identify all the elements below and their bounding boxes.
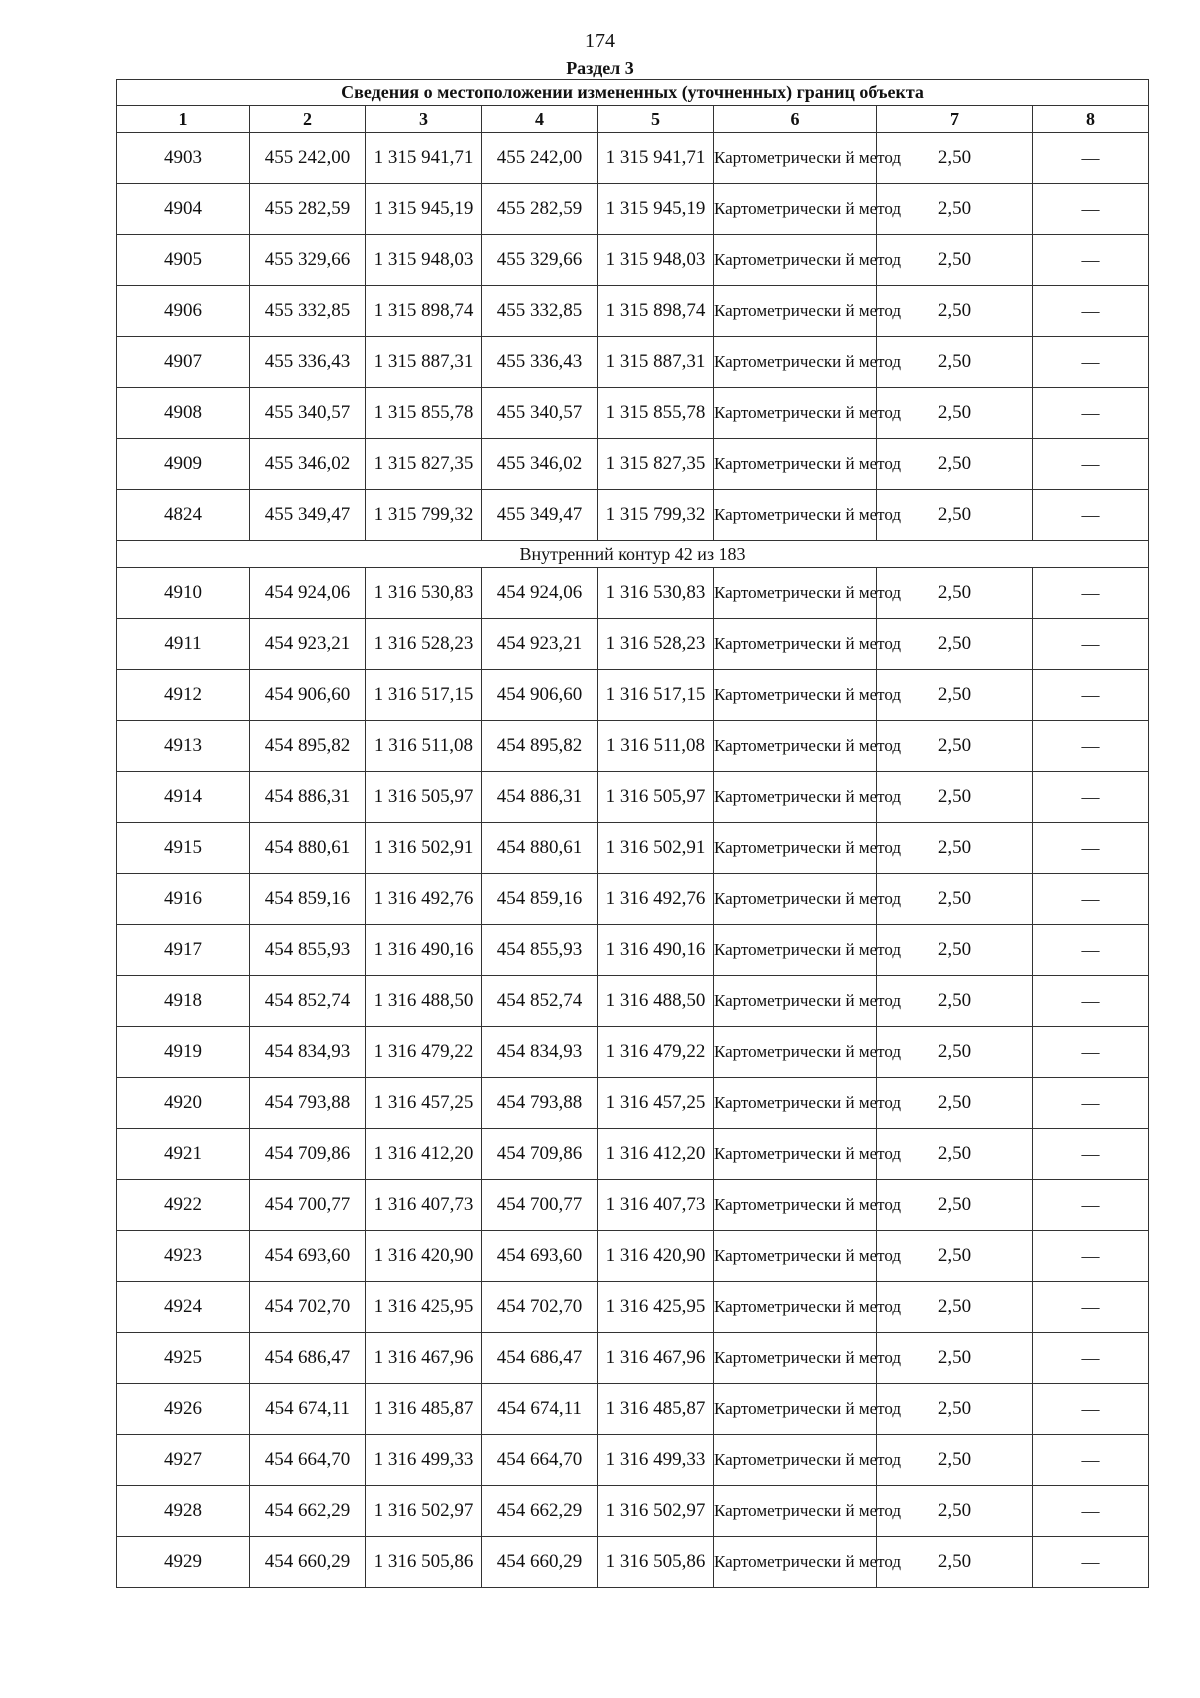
x-coordinate-cell: 455 349,47	[482, 490, 598, 541]
x-coordinate-cell: 454 686,47	[250, 1333, 366, 1384]
accuracy-cell: 2,50	[877, 184, 1033, 235]
point-number-cell: 4928	[117, 1486, 250, 1537]
table-row	[117, 337, 1149, 388]
accuracy-cell: 2,50	[877, 388, 1033, 439]
contour-label-row	[117, 541, 1149, 568]
method-cell: Картометрически й метод	[714, 1435, 877, 1486]
y-coordinate-cell: 1 316 517,15	[598, 670, 714, 721]
column-header: 1	[117, 106, 250, 133]
table-body	[117, 133, 1149, 1588]
column-header: 4	[482, 106, 598, 133]
method-cell: Картометрически й метод	[714, 337, 877, 388]
y-coordinate-cell: 1 315 887,31	[598, 337, 714, 388]
y-coordinate-cell: 1 316 420,90	[598, 1231, 714, 1282]
table-row	[117, 874, 1149, 925]
y-coordinate-cell: 1 315 948,03	[366, 235, 482, 286]
table-row	[117, 823, 1149, 874]
method-cell: Картометрически й метод	[714, 133, 877, 184]
table-row	[117, 670, 1149, 721]
table-row	[117, 1231, 1149, 1282]
y-coordinate-cell: 1 316 502,91	[598, 823, 714, 874]
x-coordinate-cell: 454 895,82	[250, 721, 366, 772]
table-row	[117, 490, 1149, 541]
x-coordinate-cell: 454 793,88	[482, 1078, 598, 1129]
point-number-cell: 4912	[117, 670, 250, 721]
y-coordinate-cell: 1 316 488,50	[366, 976, 482, 1027]
section-title: Раздел 3	[566, 58, 634, 78]
point-number-cell: 4926	[117, 1384, 250, 1435]
y-coordinate-cell: 1 316 485,87	[366, 1384, 482, 1435]
method-cell: Картометрически й метод	[714, 925, 877, 976]
table-caption-row	[117, 80, 1149, 106]
description-cell: —	[1033, 568, 1149, 619]
point-number-cell: 4911	[117, 619, 250, 670]
y-coordinate-cell: 1 315 941,71	[598, 133, 714, 184]
table-row	[117, 286, 1149, 337]
x-coordinate-cell: 455 329,66	[482, 235, 598, 286]
method-cell: Картометрически й метод	[714, 1231, 877, 1282]
y-coordinate-cell: 1 315 898,74	[366, 286, 482, 337]
y-coordinate-cell: 1 316 502,97	[366, 1486, 482, 1537]
description-cell: —	[1033, 1231, 1149, 1282]
x-coordinate-cell: 454 686,47	[482, 1333, 598, 1384]
x-coordinate-cell: 454 693,60	[482, 1231, 598, 1282]
y-coordinate-cell: 1 315 945,19	[598, 184, 714, 235]
y-coordinate-cell: 1 315 945,19	[366, 184, 482, 235]
description-cell: —	[1033, 1435, 1149, 1486]
x-coordinate-cell: 455 282,59	[482, 184, 598, 235]
x-coordinate-cell: 455 332,85	[482, 286, 598, 337]
table-row	[117, 439, 1149, 490]
method-cell: Картометрически й метод	[714, 1486, 877, 1537]
accuracy-cell: 2,50	[877, 1537, 1033, 1588]
x-coordinate-cell: 455 329,66	[250, 235, 366, 286]
method-cell: Картометрически й метод	[714, 388, 877, 439]
point-number-cell: 4913	[117, 721, 250, 772]
accuracy-cell: 2,50	[877, 490, 1033, 541]
accuracy-cell: 2,50	[877, 235, 1033, 286]
y-coordinate-cell: 1 316 425,95	[366, 1282, 482, 1333]
y-coordinate-cell: 1 316 425,95	[598, 1282, 714, 1333]
method-cell: Картометрически й метод	[714, 874, 877, 925]
method-cell: Картометрически й метод	[714, 670, 877, 721]
x-coordinate-cell: 454 852,74	[482, 976, 598, 1027]
x-coordinate-cell: 455 242,00	[250, 133, 366, 184]
y-coordinate-cell: 1 316 420,90	[366, 1231, 482, 1282]
accuracy-cell: 2,50	[877, 286, 1033, 337]
x-coordinate-cell: 454 700,77	[250, 1180, 366, 1231]
method-cell: Картометрически й метод	[714, 1129, 877, 1180]
method-cell: Картометрически й метод	[714, 1282, 877, 1333]
table-row	[117, 721, 1149, 772]
description-cell: —	[1033, 772, 1149, 823]
description-cell: —	[1033, 1027, 1149, 1078]
boundary-coordinates-table	[116, 79, 1149, 1588]
y-coordinate-cell: 1 316 530,83	[598, 568, 714, 619]
x-coordinate-cell: 454 895,82	[482, 721, 598, 772]
method-cell: Картометрически й метод	[714, 1027, 877, 1078]
table-row	[117, 184, 1149, 235]
x-coordinate-cell: 454 793,88	[250, 1078, 366, 1129]
contour-label: Внутренний контур 42 из 183	[117, 541, 1149, 568]
x-coordinate-cell: 455 242,00	[482, 133, 598, 184]
table-row	[117, 1435, 1149, 1486]
table-caption: Сведения о местоположении измененных (уточненных) границ объекта	[117, 80, 1149, 106]
point-number-cell: 4919	[117, 1027, 250, 1078]
point-number-cell: 4905	[117, 235, 250, 286]
y-coordinate-cell: 1 316 485,87	[598, 1384, 714, 1435]
y-coordinate-cell: 1 316 457,25	[598, 1078, 714, 1129]
x-coordinate-cell: 454 700,77	[482, 1180, 598, 1231]
y-coordinate-cell: 1 316 528,23	[366, 619, 482, 670]
accuracy-cell: 2,50	[877, 772, 1033, 823]
accuracy-cell: 2,50	[877, 1129, 1033, 1180]
x-coordinate-cell: 454 834,93	[482, 1027, 598, 1078]
description-cell: —	[1033, 1537, 1149, 1588]
column-header: 8	[1033, 106, 1149, 133]
y-coordinate-cell: 1 316 412,20	[598, 1129, 714, 1180]
method-cell: Картометрически й метод	[714, 976, 877, 1027]
description-cell: —	[1033, 1129, 1149, 1180]
x-coordinate-cell: 454 664,70	[482, 1435, 598, 1486]
y-coordinate-cell: 1 315 887,31	[366, 337, 482, 388]
y-coordinate-cell: 1 316 479,22	[366, 1027, 482, 1078]
column-header: 5	[598, 106, 714, 133]
y-coordinate-cell: 1 316 505,97	[598, 772, 714, 823]
y-coordinate-cell: 1 315 827,35	[366, 439, 482, 490]
y-coordinate-cell: 1 316 505,86	[366, 1537, 482, 1588]
x-coordinate-cell: 455 282,59	[250, 184, 366, 235]
accuracy-cell: 2,50	[877, 337, 1033, 388]
point-number-cell: 4824	[117, 490, 250, 541]
description-cell: —	[1033, 490, 1149, 541]
accuracy-cell: 2,50	[877, 721, 1033, 772]
description-cell: —	[1033, 439, 1149, 490]
method-cell: Картометрически й метод	[714, 1078, 877, 1129]
table-row	[117, 133, 1149, 184]
description-cell: —	[1033, 670, 1149, 721]
accuracy-cell: 2,50	[877, 925, 1033, 976]
y-coordinate-cell: 1 316 490,16	[598, 925, 714, 976]
table-row	[117, 1384, 1149, 1435]
point-number-cell: 4916	[117, 874, 250, 925]
method-cell: Картометрически й метод	[714, 184, 877, 235]
point-number-cell: 4921	[117, 1129, 250, 1180]
y-coordinate-cell: 1 315 827,35	[598, 439, 714, 490]
y-coordinate-cell: 1 316 499,33	[598, 1435, 714, 1486]
description-cell: —	[1033, 133, 1149, 184]
x-coordinate-cell: 454 923,21	[482, 619, 598, 670]
x-coordinate-cell: 454 906,60	[482, 670, 598, 721]
y-coordinate-cell: 1 316 511,08	[598, 721, 714, 772]
y-coordinate-cell: 1 316 407,73	[366, 1180, 482, 1231]
table-row	[117, 1486, 1149, 1537]
column-header: 7	[877, 106, 1033, 133]
x-coordinate-cell: 454 674,11	[482, 1384, 598, 1435]
point-number-cell: 4918	[117, 976, 250, 1027]
method-cell: Картометрически й метод	[714, 490, 877, 541]
point-number-cell: 4907	[117, 337, 250, 388]
y-coordinate-cell: 1 316 511,08	[366, 721, 482, 772]
x-coordinate-cell: 454 660,29	[482, 1537, 598, 1588]
description-cell: —	[1033, 184, 1149, 235]
point-number-cell: 4920	[117, 1078, 250, 1129]
accuracy-cell: 2,50	[877, 874, 1033, 925]
x-coordinate-cell: 454 662,29	[482, 1486, 598, 1537]
method-cell: Картометрически й метод	[714, 721, 877, 772]
x-coordinate-cell: 455 332,85	[250, 286, 366, 337]
accuracy-cell: 2,50	[877, 670, 1033, 721]
y-coordinate-cell: 1 315 855,78	[366, 388, 482, 439]
table-row	[117, 388, 1149, 439]
accuracy-cell: 2,50	[877, 1435, 1033, 1486]
table-row	[117, 772, 1149, 823]
description-cell: —	[1033, 1384, 1149, 1435]
column-header: 6	[714, 106, 877, 133]
description-cell: —	[1033, 286, 1149, 337]
accuracy-cell: 2,50	[877, 823, 1033, 874]
table-row	[117, 235, 1149, 286]
accuracy-cell: 2,50	[877, 1078, 1033, 1129]
point-number-cell: 4925	[117, 1333, 250, 1384]
accuracy-cell: 2,50	[877, 439, 1033, 490]
point-number-cell: 4904	[117, 184, 250, 235]
x-coordinate-cell: 454 859,16	[250, 874, 366, 925]
x-coordinate-cell: 454 906,60	[250, 670, 366, 721]
x-coordinate-cell: 454 923,21	[250, 619, 366, 670]
method-cell: Картометрически й метод	[714, 823, 877, 874]
point-number-cell: 4924	[117, 1282, 250, 1333]
point-number-cell: 4922	[117, 1180, 250, 1231]
y-coordinate-cell: 1 316 530,83	[366, 568, 482, 619]
y-coordinate-cell: 1 316 505,97	[366, 772, 482, 823]
y-coordinate-cell: 1 316 412,20	[366, 1129, 482, 1180]
y-coordinate-cell: 1 316 467,96	[366, 1333, 482, 1384]
y-coordinate-cell: 1 316 499,33	[366, 1435, 482, 1486]
method-cell: Картометрически й метод	[714, 619, 877, 670]
method-cell: Картометрически й метод	[714, 235, 877, 286]
y-coordinate-cell: 1 316 528,23	[598, 619, 714, 670]
x-coordinate-cell: 454 693,60	[250, 1231, 366, 1282]
accuracy-cell: 2,50	[877, 1282, 1033, 1333]
accuracy-cell: 2,50	[877, 976, 1033, 1027]
x-coordinate-cell: 455 346,02	[482, 439, 598, 490]
x-coordinate-cell: 454 880,61	[482, 823, 598, 874]
accuracy-cell: 2,50	[877, 1384, 1033, 1435]
y-coordinate-cell: 1 316 490,16	[366, 925, 482, 976]
x-coordinate-cell: 454 662,29	[250, 1486, 366, 1537]
x-coordinate-cell: 454 702,70	[482, 1282, 598, 1333]
x-coordinate-cell: 454 709,86	[482, 1129, 598, 1180]
accuracy-cell: 2,50	[877, 133, 1033, 184]
x-coordinate-cell: 455 336,43	[250, 337, 366, 388]
point-number-cell: 4923	[117, 1231, 250, 1282]
x-coordinate-cell: 454 924,06	[250, 568, 366, 619]
method-cell: Картометрически й метод	[714, 568, 877, 619]
description-cell: —	[1033, 1333, 1149, 1384]
x-coordinate-cell: 455 346,02	[250, 439, 366, 490]
point-number-cell: 4914	[117, 772, 250, 823]
x-coordinate-cell: 454 855,93	[482, 925, 598, 976]
accuracy-cell: 2,50	[877, 1231, 1033, 1282]
column-header: 2	[250, 106, 366, 133]
point-number-cell: 4910	[117, 568, 250, 619]
x-coordinate-cell: 454 886,31	[482, 772, 598, 823]
y-coordinate-cell: 1 315 941,71	[366, 133, 482, 184]
table-row	[117, 1027, 1149, 1078]
table-row	[117, 976, 1149, 1027]
y-coordinate-cell: 1 316 457,25	[366, 1078, 482, 1129]
point-number-cell: 4903	[117, 133, 250, 184]
y-coordinate-cell: 1 316 407,73	[598, 1180, 714, 1231]
table-row	[117, 925, 1149, 976]
y-coordinate-cell: 1 316 502,91	[366, 823, 482, 874]
point-number-cell: 4908	[117, 388, 250, 439]
x-coordinate-cell: 454 664,70	[250, 1435, 366, 1486]
description-cell: —	[1033, 388, 1149, 439]
x-coordinate-cell: 454 859,16	[482, 874, 598, 925]
point-number-cell: 4915	[117, 823, 250, 874]
description-cell: —	[1033, 1282, 1149, 1333]
y-coordinate-cell: 1 316 467,96	[598, 1333, 714, 1384]
x-coordinate-cell: 454 880,61	[250, 823, 366, 874]
method-cell: Картометрически й метод	[714, 1537, 877, 1588]
accuracy-cell: 2,50	[877, 1027, 1033, 1078]
accuracy-cell: 2,50	[877, 568, 1033, 619]
page-number: 174	[585, 30, 615, 52]
y-coordinate-cell: 1 316 505,86	[598, 1537, 714, 1588]
description-cell: —	[1033, 874, 1149, 925]
y-coordinate-cell: 1 315 898,74	[598, 286, 714, 337]
x-coordinate-cell: 455 349,47	[250, 490, 366, 541]
method-cell: Картометрически й метод	[714, 1384, 877, 1435]
x-coordinate-cell: 454 702,70	[250, 1282, 366, 1333]
x-coordinate-cell: 455 336,43	[482, 337, 598, 388]
description-cell: —	[1033, 235, 1149, 286]
description-cell: —	[1033, 823, 1149, 874]
x-coordinate-cell: 454 886,31	[250, 772, 366, 823]
point-number-cell: 4906	[117, 286, 250, 337]
x-coordinate-cell: 455 340,57	[250, 388, 366, 439]
table-row	[117, 1129, 1149, 1180]
table-row	[117, 1180, 1149, 1231]
table-row	[117, 1282, 1149, 1333]
method-cell: Картометрически й метод	[714, 772, 877, 823]
description-cell: —	[1033, 1078, 1149, 1129]
y-coordinate-cell: 1 316 479,22	[598, 1027, 714, 1078]
x-coordinate-cell: 454 924,06	[482, 568, 598, 619]
y-coordinate-cell: 1 316 488,50	[598, 976, 714, 1027]
point-number-cell: 4917	[117, 925, 250, 976]
y-coordinate-cell: 1 315 948,03	[598, 235, 714, 286]
table-row	[117, 1537, 1149, 1588]
x-coordinate-cell: 454 660,29	[250, 1537, 366, 1588]
description-cell: —	[1033, 619, 1149, 670]
y-coordinate-cell: 1 316 517,15	[366, 670, 482, 721]
description-cell: —	[1033, 337, 1149, 388]
method-cell: Картометрически й метод	[714, 1180, 877, 1231]
accuracy-cell: 2,50	[877, 619, 1033, 670]
y-coordinate-cell: 1 316 502,97	[598, 1486, 714, 1537]
table-row	[117, 1078, 1149, 1129]
accuracy-cell: 2,50	[877, 1180, 1033, 1231]
description-cell: —	[1033, 1180, 1149, 1231]
column-header: 3	[366, 106, 482, 133]
accuracy-cell: 2,50	[877, 1333, 1033, 1384]
description-cell: —	[1033, 976, 1149, 1027]
table-row	[117, 619, 1149, 670]
method-cell: Картометрически й метод	[714, 286, 877, 337]
x-coordinate-cell: 454 855,93	[250, 925, 366, 976]
description-cell: —	[1033, 1486, 1149, 1537]
x-coordinate-cell: 454 852,74	[250, 976, 366, 1027]
x-coordinate-cell: 454 709,86	[250, 1129, 366, 1180]
y-coordinate-cell: 1 316 492,76	[366, 874, 482, 925]
y-coordinate-cell: 1 315 855,78	[598, 388, 714, 439]
point-number-cell: 4927	[117, 1435, 250, 1486]
x-coordinate-cell: 455 340,57	[482, 388, 598, 439]
table-row	[117, 568, 1149, 619]
description-cell: —	[1033, 925, 1149, 976]
method-cell: Картометрически й метод	[714, 439, 877, 490]
point-number-cell: 4929	[117, 1537, 250, 1588]
y-coordinate-cell: 1 316 492,76	[598, 874, 714, 925]
description-cell: —	[1033, 721, 1149, 772]
point-number-cell: 4909	[117, 439, 250, 490]
method-cell: Картометрически й метод	[714, 1333, 877, 1384]
y-coordinate-cell: 1 315 799,32	[598, 490, 714, 541]
y-coordinate-cell: 1 315 799,32	[366, 490, 482, 541]
column-header-row	[117, 106, 1149, 133]
x-coordinate-cell: 454 834,93	[250, 1027, 366, 1078]
table-row	[117, 1333, 1149, 1384]
accuracy-cell: 2,50	[877, 1486, 1033, 1537]
x-coordinate-cell: 454 674,11	[250, 1384, 366, 1435]
